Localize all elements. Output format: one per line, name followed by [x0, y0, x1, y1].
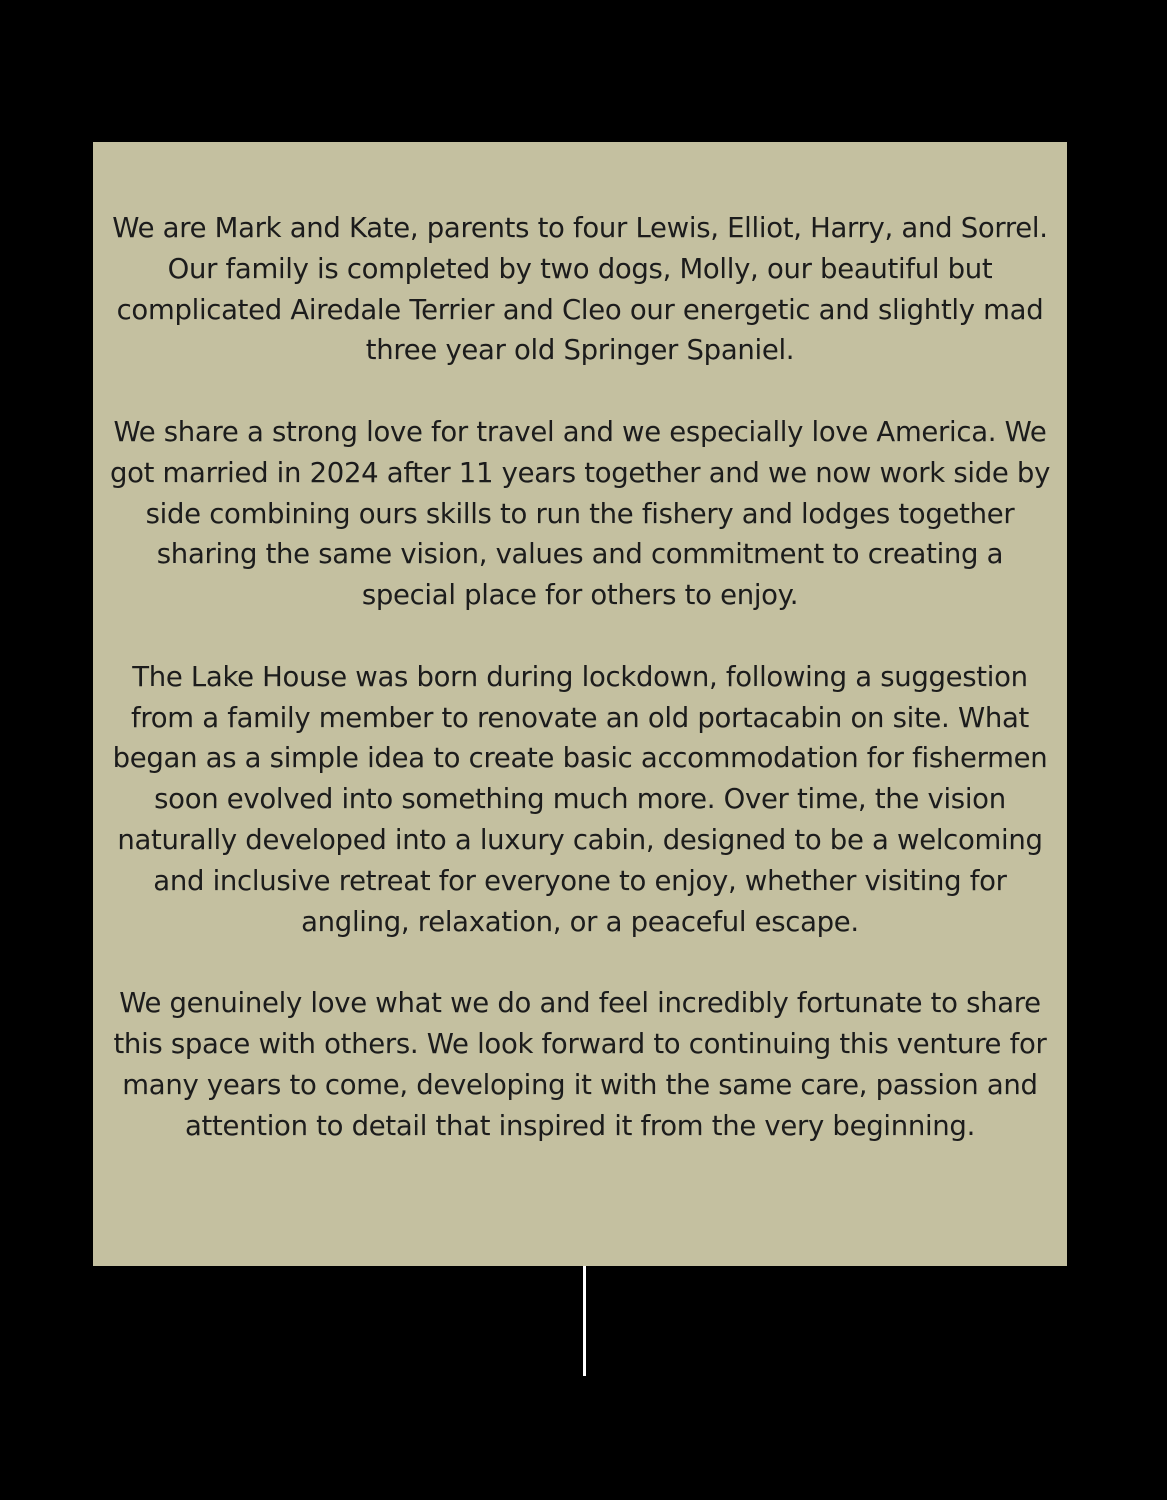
about-paragraph-family: We are Mark and Kate, parents to four Lewis, Elliot, Harry, and Sorrel. Our family is completed by two dogs, Molly, our beautiful but complicated Airedale Terrier and Cleo our energetic and slightly mad three year old Springer Spaniel. — [112, 212, 1048, 367]
vertical-connector-line — [583, 1266, 586, 1376]
about-text-panel — [93, 142, 1067, 1266]
about-paragraph-future: We genuinely love what we do and feel incredibly fortunate to share this space with others. We look forward to continuing this venture for many years to come, developing it with the same care, passion and attention to detail that inspired it from the very beginning. — [113, 987, 1047, 1142]
about-paragraph-travel: We share a strong love for travel and we especially love America. We got married in 2024 after 11 years together and we now work side by side combining ours skills to run the fishery and lodges together sharing the same vision, values and commitment to creating a special place for others to enjoy. — [109, 415, 1051, 612]
about-paragraph-lake-house: The Lake House was born during lockdown, following a suggestion from a family member to renovate an old portacabin on site. What began as a simple idea to create basic accommodation for fishermen soon evolved into something much more. Over time, the vision naturally developed into a luxury cabin, designed to be a welcoming and inclusive retreat for everyone to enjoy, whether visiting for angling, relaxation, or a peaceful escape. — [112, 660, 1048, 938]
